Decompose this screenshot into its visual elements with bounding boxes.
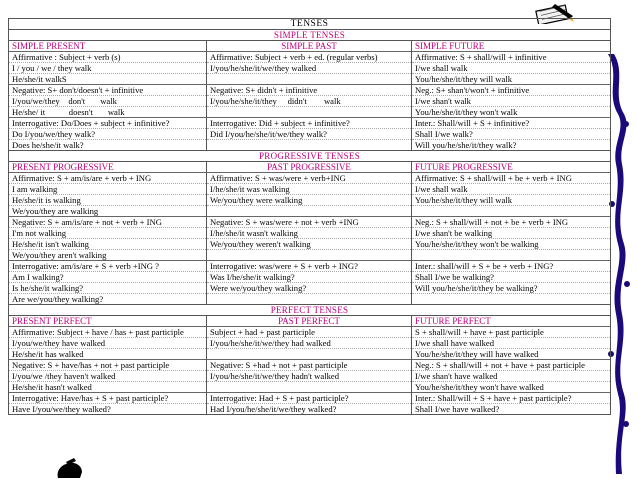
table-row bbox=[9, 294, 611, 305]
table-cell: Negative: S+ don't/doesn't + infinitive bbox=[9, 85, 207, 96]
table-cell bbox=[207, 74, 412, 85]
table-cell: Interrogative: Did + subject + infinitive? bbox=[207, 118, 412, 129]
section-title-simple: SIMPLE TENSES bbox=[9, 30, 611, 41]
table-cell: Interrogative: Do/Does + subject + infinitive? bbox=[9, 118, 207, 129]
table-cell: I/you/we/they don't walk bbox=[9, 96, 207, 107]
section-title-perfect: PERFECT TENSES bbox=[9, 305, 611, 316]
table-cell: We/you/they aren't walking bbox=[9, 250, 207, 261]
table-row bbox=[9, 250, 611, 261]
table-row bbox=[9, 261, 611, 272]
table-row bbox=[9, 129, 611, 140]
table-cell: We/you/they weren't walking bbox=[207, 239, 412, 250]
table-cell: He/she/it hasn't walked bbox=[9, 382, 207, 393]
table-cell: Will you/he/she/it/they be walking? bbox=[412, 283, 611, 294]
table-cell: Interrogative: Had + S + past participle? bbox=[207, 393, 412, 404]
table-cell: Interrogative: was/were + S + verb + ING? bbox=[207, 261, 412, 272]
table-row bbox=[9, 52, 611, 63]
table-row bbox=[9, 140, 611, 151]
table-cell: Affirmative: S + shall/will + be + verb + ING bbox=[412, 173, 611, 184]
table-cell: Affirmative: S + am/is/are + verb + ING bbox=[9, 173, 207, 184]
table-row bbox=[9, 327, 611, 338]
table-cell: I/you/we/they have walked bbox=[9, 338, 207, 349]
table-cell: I am walking bbox=[9, 184, 207, 195]
table-cell bbox=[412, 250, 611, 261]
table-cell: He/she/ it doesn't walk bbox=[9, 107, 207, 118]
table-cell: I / you / we / they walk bbox=[9, 63, 207, 74]
table-cell: Had I/you/he/she/it/we/they walked? bbox=[207, 404, 412, 415]
table-cell: Neg.: S + shall/will + not + have + past participle bbox=[412, 360, 611, 371]
table-cell: We/you/they are walking bbox=[9, 206, 207, 217]
table-cell: I/he/she/it wasn't walking bbox=[207, 228, 412, 239]
table-cell: I/we shall walk bbox=[412, 63, 611, 74]
table-cell: I/we shan't walk bbox=[412, 96, 611, 107]
table-cell: S + shall/will + have + past participle bbox=[412, 327, 611, 338]
table-cell: Inter.: Shall/will + S + have + past participle? bbox=[412, 393, 611, 404]
table-cell bbox=[412, 294, 611, 305]
table-cell: I/you/he/she/it/we/they had walked bbox=[207, 338, 412, 349]
table-cell: You/he/she/it/they won't be walking bbox=[412, 239, 611, 250]
table-cell: Interrogative: am/is/are + S + verb +ING ? bbox=[9, 261, 207, 272]
table-cell bbox=[207, 140, 412, 151]
table-cell: Is he/she/it walking? bbox=[9, 283, 207, 294]
table-cell bbox=[207, 206, 412, 217]
table-cell: I'm not walking bbox=[9, 228, 207, 239]
table-cell: I/you/he/she/it/we/they hadn't walked bbox=[207, 371, 412, 382]
table-cell: Negative: S + am/is/are + not + verb + ING bbox=[9, 217, 207, 228]
writing-hand-icon bbox=[52, 458, 86, 479]
header-past-progressive: PAST PROGRESSIVE bbox=[207, 162, 412, 173]
table-cell: Shall I/we have walked? bbox=[412, 404, 611, 415]
table-cell: Will you/he/she/it/they walk? bbox=[412, 140, 611, 151]
table-row bbox=[9, 349, 611, 360]
table-row bbox=[9, 371, 611, 382]
header-future-progressive: FUTURE PROGRESSIVE bbox=[412, 162, 611, 173]
table-row bbox=[9, 404, 611, 415]
table-cell: We/you/they were walking bbox=[207, 195, 412, 206]
table-cell: I/we shan't be walking bbox=[412, 228, 611, 239]
table-cell: Negative: S +had + not + past participle bbox=[207, 360, 412, 371]
header-simple-future: SIMPLE FUTURE bbox=[412, 41, 611, 52]
table-cell: Did I/you/he/she/it/we/they walk? bbox=[207, 129, 412, 140]
table-row bbox=[9, 206, 611, 217]
table-row bbox=[9, 85, 611, 96]
table-cell: Do I/you/we/they walk? bbox=[9, 129, 207, 140]
table-cell: Were we/you/they walking? bbox=[207, 283, 412, 294]
table-cell: Have I/you/we/they walked? bbox=[9, 404, 207, 415]
table-row bbox=[9, 107, 611, 118]
table-cell: Subject + had + past participle bbox=[207, 327, 412, 338]
table-row bbox=[9, 239, 611, 250]
table-cell: He/she/it isn't walking bbox=[9, 239, 207, 250]
table-cell: Inter.: shall/will + S + be + verb + ING? bbox=[412, 261, 611, 272]
table-row bbox=[9, 195, 611, 206]
table-cell: I/we shall walk bbox=[412, 184, 611, 195]
table-row bbox=[9, 272, 611, 283]
table-row bbox=[9, 283, 611, 294]
header-present-perfect: PRESENT PERFECT bbox=[9, 316, 207, 327]
table-cell: Are we/you/they walking? bbox=[9, 294, 207, 305]
table-cell: He/she/it has walked bbox=[9, 349, 207, 360]
header-future-perfect: FUTURE PERFECT bbox=[412, 316, 611, 327]
table-cell: Affirmative: Subject + have / has + past participle bbox=[9, 327, 207, 338]
table-cell: You/he/she/it/they will walk bbox=[412, 74, 611, 85]
table-cell bbox=[207, 294, 412, 305]
table-cell: Negative: S + was/were + not + verb +ING bbox=[207, 217, 412, 228]
table-cell: I/you/he/she/it/we/they walked bbox=[207, 63, 412, 74]
table-cell: I/you/we /they haven't walked bbox=[9, 371, 207, 382]
table-cell: Affirmative: S + shall/will + infinitive bbox=[412, 52, 611, 63]
table-cell: Affirmative : Subject + verb (s) bbox=[9, 52, 207, 63]
table-cell: I/you/he/she/it/they didn't walk bbox=[207, 96, 412, 107]
section-title-progressive: PROGRESSIVE TENSES bbox=[9, 151, 611, 162]
table-cell: You/he/she/it/they won't walk bbox=[412, 107, 611, 118]
table-cell: Does he/she/it walk? bbox=[9, 140, 207, 151]
table-cell: He/she/it is walking bbox=[9, 195, 207, 206]
table-cell: You/he/she/it/they won't have walked bbox=[412, 382, 611, 393]
table-row bbox=[9, 96, 611, 107]
table-cell: You/he/she/it/they will have walked bbox=[412, 349, 611, 360]
table-row bbox=[9, 63, 611, 74]
table-cell: He/she/it walkS bbox=[9, 74, 207, 85]
table-row bbox=[9, 338, 611, 349]
table-cell: Inter.: Shall/will + S + infinitive? bbox=[412, 118, 611, 129]
table-cell bbox=[207, 250, 412, 261]
table-row bbox=[9, 360, 611, 371]
table-row bbox=[9, 228, 611, 239]
table-cell: Shall I/we be walking? bbox=[412, 272, 611, 283]
table-row bbox=[9, 393, 611, 404]
table-cell: Am I walking? bbox=[9, 272, 207, 283]
header-simple-past: SIMPLE PAST bbox=[207, 41, 412, 52]
table-row bbox=[9, 382, 611, 393]
header-past-perfect: PAST PERFECT bbox=[207, 316, 412, 327]
header-simple-present: SIMPLE PRESENT bbox=[9, 41, 207, 52]
table-row bbox=[9, 184, 611, 195]
table-cell: Shall I/we walk? bbox=[412, 129, 611, 140]
table-row bbox=[9, 217, 611, 228]
table-cell bbox=[207, 107, 412, 118]
table-cell: Neg.: S + shall/will + not + be + verb + ING bbox=[412, 217, 611, 228]
table-cell bbox=[412, 206, 611, 217]
table-cell bbox=[207, 382, 412, 393]
table-cell: Affirmative: Subject + verb + ed. (regular verbs) bbox=[207, 52, 412, 63]
table-cell bbox=[207, 349, 412, 360]
table-cell: Interrogative: Have/has + S + past participle? bbox=[9, 393, 207, 404]
table-cell: Neg.: S+ shan't/won't + infinitive bbox=[412, 85, 611, 96]
table-cell: Was I/he/she/it walking? bbox=[207, 272, 412, 283]
table-cell: I/we shall have walked bbox=[412, 338, 611, 349]
page-title: TENSES bbox=[9, 19, 611, 30]
table-cell: I/he/she/it was walking bbox=[207, 184, 412, 195]
table-cell: Negative: S + have/has + not + past participle bbox=[9, 360, 207, 371]
table-row bbox=[9, 74, 611, 85]
table-row bbox=[9, 118, 611, 129]
table-cell: Affirmative: S + was/were + verb+ING bbox=[207, 173, 412, 184]
table-cell: You/he/she/it/they will walk bbox=[412, 195, 611, 206]
table-cell: I/we shan't have walked bbox=[412, 371, 611, 382]
table-row bbox=[9, 173, 611, 184]
tenses-table bbox=[8, 18, 611, 415]
table-cell: Negative: S+ didn't + infinitive bbox=[207, 85, 412, 96]
header-present-progressive: PRESENT PROGRESSIVE bbox=[9, 162, 207, 173]
